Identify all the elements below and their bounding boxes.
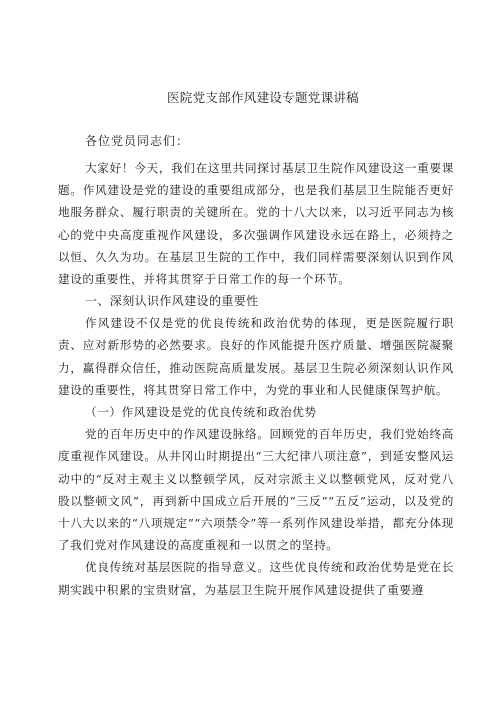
salutation: 各位党员同志们： (85, 134, 190, 148)
intro-paragraph: 大家好！今天，我们在这里共同探讨基层卫生院作风建设这一重要课题。作风建设是党的建设的重要组成部分，也是我们基层卫生院能否更好地服务群众、履行职责的关键所在。党的十八大以来，以习近平同志为核心的党中央高度重视作风建设，多次强调作风建设永远在路上，必须持之以恒、久久为功。在基层卫生院的工作中，我们同样需要深刻认识到作风建设的重要性，并将其贯穿于日常工作的每一个环节。 (58, 161, 454, 287)
subsection-paragraph: 党的百年历史中的作风建设脉络。回顾党的百年历史，我们党始终高度重视作风建设。从井冈山时期提出“三大纪律八项注意”，到延安整风运动中的“反对主观主义以整顿学风，反对宗派主义以整顿党风，反对党八股以整顿文风”，再到新中国成立后开展的“三反”“五反”运动，以及党的十八大以来的“八项规定”“六项禁令”等一系列作风建设举措，都充分体现了我们党对作风建设的高度重视和一以贯之的坚持。 (58, 427, 454, 553)
subsection-heading: （一）作风建设是党的优良传统和政治优势 (85, 405, 317, 420)
subsection-paragraph: 优良传统对基层医院的指导意义。这些优良传统和政治优势是党在长期实践中积累的宝贵财富，为基层卫生院开展作风建设提供了重要遵 (58, 560, 454, 597)
document-title: 医院党支部作风建设专题党课讲稿 (166, 90, 359, 105)
section-paragraph: 作风建设不仅是党的优良传统和政治优势的体现，更是医院履行职责、应对新形势的必然要求。良好的作风能提升医疗质量、增强医院凝聚力，赢得群众信任，推动医院高质量发展。基层卫生院必须深刻认识作风建设的重要性，将其贯穿日常工作中，为党的事业和人民健康保驾护航。 (58, 316, 454, 397)
section-heading: 一、深刻认识作风建设的重要性 (85, 294, 259, 309)
